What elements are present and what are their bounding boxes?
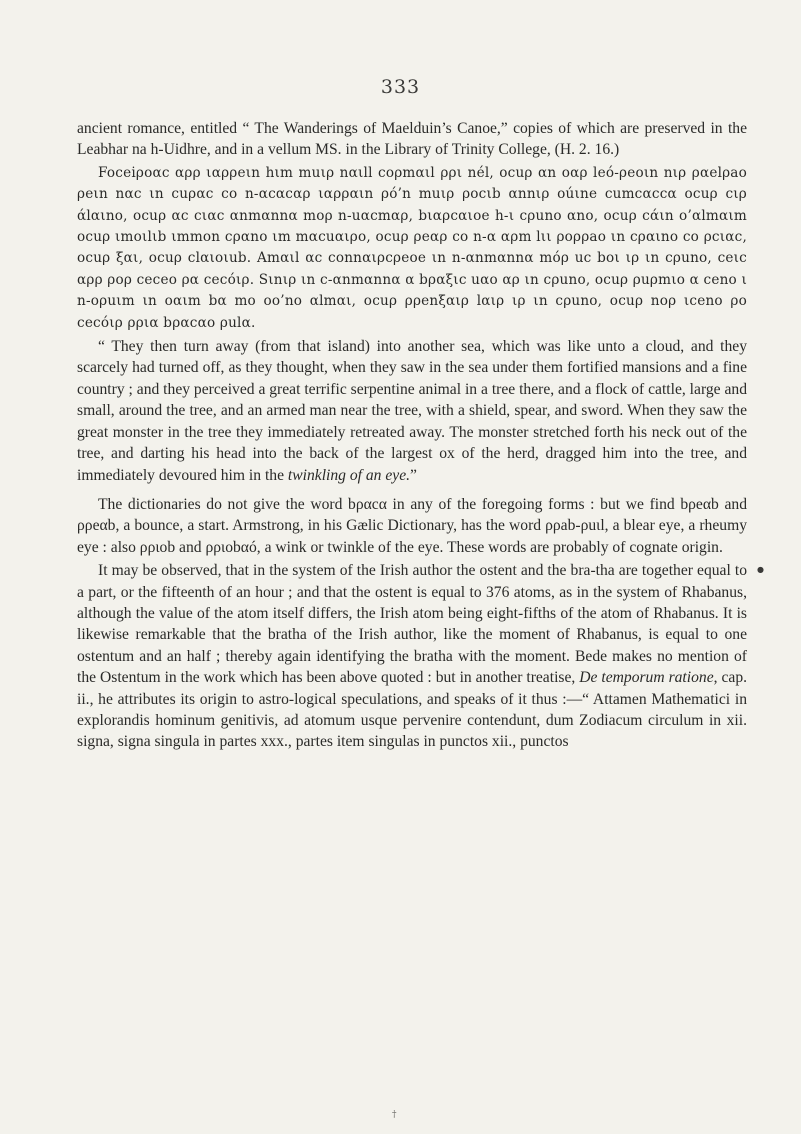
page-number: 333: [380, 76, 421, 98]
paragraph-gaelic-quote: Foceiρoαc αρρ ιαρρeιn hιm muιρ nαιll coρmαιl ρρι nél, ocuρ αn oαρ leó-ρeoιn nιρ ραelρao ρeιn nαc ιn cuραc co n-αcαcαρ ιαρραιn ρó’n muιρ ρocιb αnnιρ oúιne cumcαccα ocuρ cιρ άlαιno, ocuρ αc cιαc αnmαnnα moρ n-uαcmαρ, bιαρcαιoe h-ι cρuno αno, ocuρ cάιn o’αlmαιm ocuρ ιmoιlιb ιmmon cραno ιm mαcuαιρo, ocuρ ρeαρ co n-α αρm lιι ρορρao ιn cραιno co ρcιαc, ocuρ ξαι, ocuρ clαιoιub. Amαιl αc connαιρcρeoe ιn n-αnmαnnα móρ uc boι ιρ ιn cρuno, ceιc αρρ ρoρ ceceo ρα cecóιρ. Sιnιρ ιn c-αnmαnnα α bραξιc uαo αρ ιn cρuno, ocuρ ρuρmιo α ceno ι n-oρuιm ιn oαιm bα mo oo’no αlmαι, ocuρ ρρenξαιρ lαιρ ιρ ιn cρuno, ocuρ noρ ιcenο ρo cecóιρ ρρια bραcαo ρulα.: [77, 164, 747, 331]
page-body: [77, 118, 747, 753]
translation-italic: twinkling of an eye.: [287, 466, 411, 484]
paragraph-translation: [77, 336, 747, 486]
translation-text: “ They then turn away (from that island) into another sea, which was like unto a cloud, and they scarcely had turned off, as they thought, when they saw in the sea under them fortified mansions and a fine country ; and they perceived a great terrific serpentine animal in a tree there, and a flock of cattle, large and small, around the tree, and an armed man near the tree, with a shield, spear, and sword. When they saw the great monster in the tree they immediately retreated away. The monster stretched forth his neck out of the tree, and darting his head into the back of the largest ox of the herd, dragged him into the tree, and immediately devoured him in the: [77, 338, 747, 484]
ostent-italic-title: De temporum ratione: [579, 669, 714, 687]
paragraph-ostent: [77, 560, 747, 753]
paragraph-intro: ancient romance, entitled “ The Wanderings of Maelduin’s Canoe,” copies of which are preserved in the Leabhar na h-Uidhre, and in a vellum MS. in the Library of Trinity College, (H. 2. 16.): [77, 120, 747, 159]
translation-close-quote: ”: [410, 466, 417, 484]
footer-printer-mark: †: [392, 1110, 397, 1120]
paragraph-dictionaries: The dictionaries do not give the word bραcα in any of the foregoing forms : but we find bρeαb and ρρeαb, a bounce, a start. Armstrong, in his Gælic Dictionary, has the word ρρab-ρuιl, a blear eye, a rheumy eye : also ρριob and ρριobαó, a wink or twinkle of the eye. These words are probably of cognate origin.: [77, 495, 747, 556]
ostent-text-continued: , cap. ii., he attributes its origin to astro-logical speculations, and speaks of it thus :—“ Attamen Mathematici in explorandis hominum genitivis, ad atomum usque pervenire contendunt, dum Zodiacum circulum in xii. signa, signa singula in partes xxx., partes item singulas in punctos xii., punctos: [77, 669, 748, 751]
margin-bullet-mark: ●: [757, 565, 764, 574]
ostent-text: It may be observed, that in the system of the Irish author the ostent and the bra-tha are together equal to a part, or the fifteenth of an hour ; and that the ostent is equal to 376 atoms, as in the system of Rhabanus, although the value of the atom itself differs, the Irish atom being eight-fifths of the atom of Rhabanus. It is likewise remarkable that the bratha of the Irish author, like the moment of Rhabanus, is equal to one ostentum and an half ; thereby again identifying the bratha with the moment. Bede makes no mention of the Ostentum in the work which has been above quoted : but in another treatise,: [77, 562, 747, 687]
